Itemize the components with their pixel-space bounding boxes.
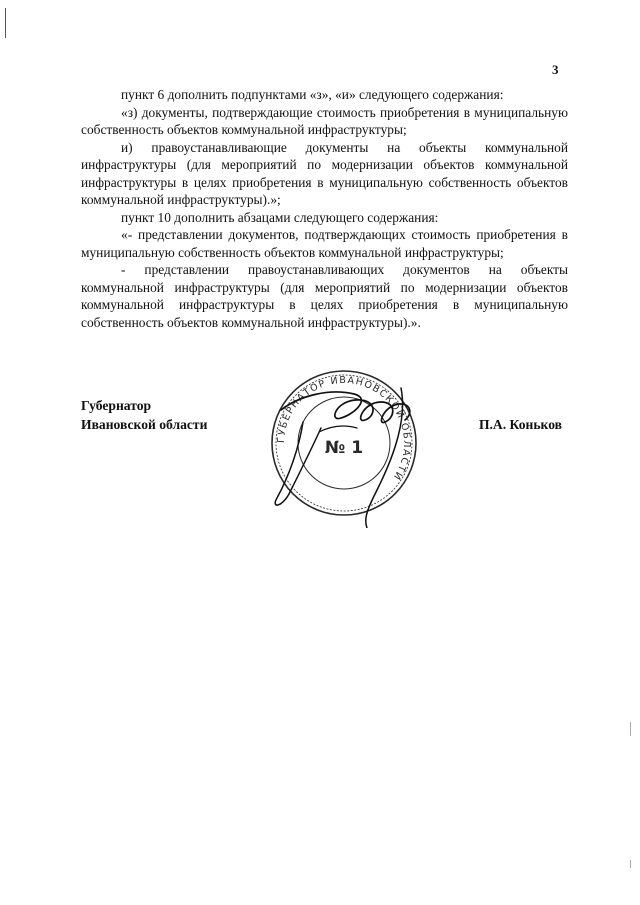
scan-edge-mark-mid — [630, 722, 631, 736]
paragraph-subitem-i: и) правоустанавливающие документы на объекты коммунальной инфраструктуры (для мероприятий по модернизации объектов коммунальной инфраструктуры в целях приобретения в муниципальную собственность объектов коммунальной инфраструктуры).»; — [81, 139, 568, 207]
signatory-title-line1: Губернатор — [81, 398, 152, 413]
paragraph-item-6-intro: пункт 6 дополнить подпунктами «з», «и» следующего содержания: — [121, 87, 504, 102]
official-seal-icon — [259, 358, 429, 528]
seal-text: ГУБЕРНАТОР ИВАНОВСКОЙ ОБЛАСТИ — [275, 374, 413, 483]
document-body — [81, 86, 568, 331]
seal-number: № 1 — [324, 438, 364, 458]
signatory-title — [81, 396, 207, 434]
paragraph-bullet-legal-documents: - представлении правоустанавливающих документов на объекты коммунальной инфраструктуры (для мероприятий по модернизации объектов коммунальной инфраструктуры в целях приобретения в муниципальную собственность объектов коммунальной инфраструктуры).». — [81, 262, 568, 330]
scan-edge-mark-bottom — [630, 860, 631, 868]
signatory-title-line2: Ивановской области — [81, 417, 208, 432]
signature-block — [81, 374, 568, 536]
page-number: 3 — [552, 62, 559, 77]
signatory-name: П.А. Коньков — [478, 417, 562, 432]
paragraph-item-10-intro: пункт 10 дополнить абзацами следующего содержания: — [121, 209, 439, 225]
paragraph-subitem-z: «з) документы, подтверждающие стоимость приобретения в муниципальную собственность объектов коммунальной инфраструктуры; — [81, 104, 568, 137]
paragraph-bullet-documents: «- представлении документов, подтверждающих стоимость приобретения в муниципальную собственность объектов коммунальной инфраструктуры; — [81, 227, 568, 260]
scan-edge-mark-top — [5, 8, 6, 38]
svg-text:ГУБЕРНАТОР ИВАНОВСКОЙ ОБЛАСТИ — [276, 375, 412, 483]
